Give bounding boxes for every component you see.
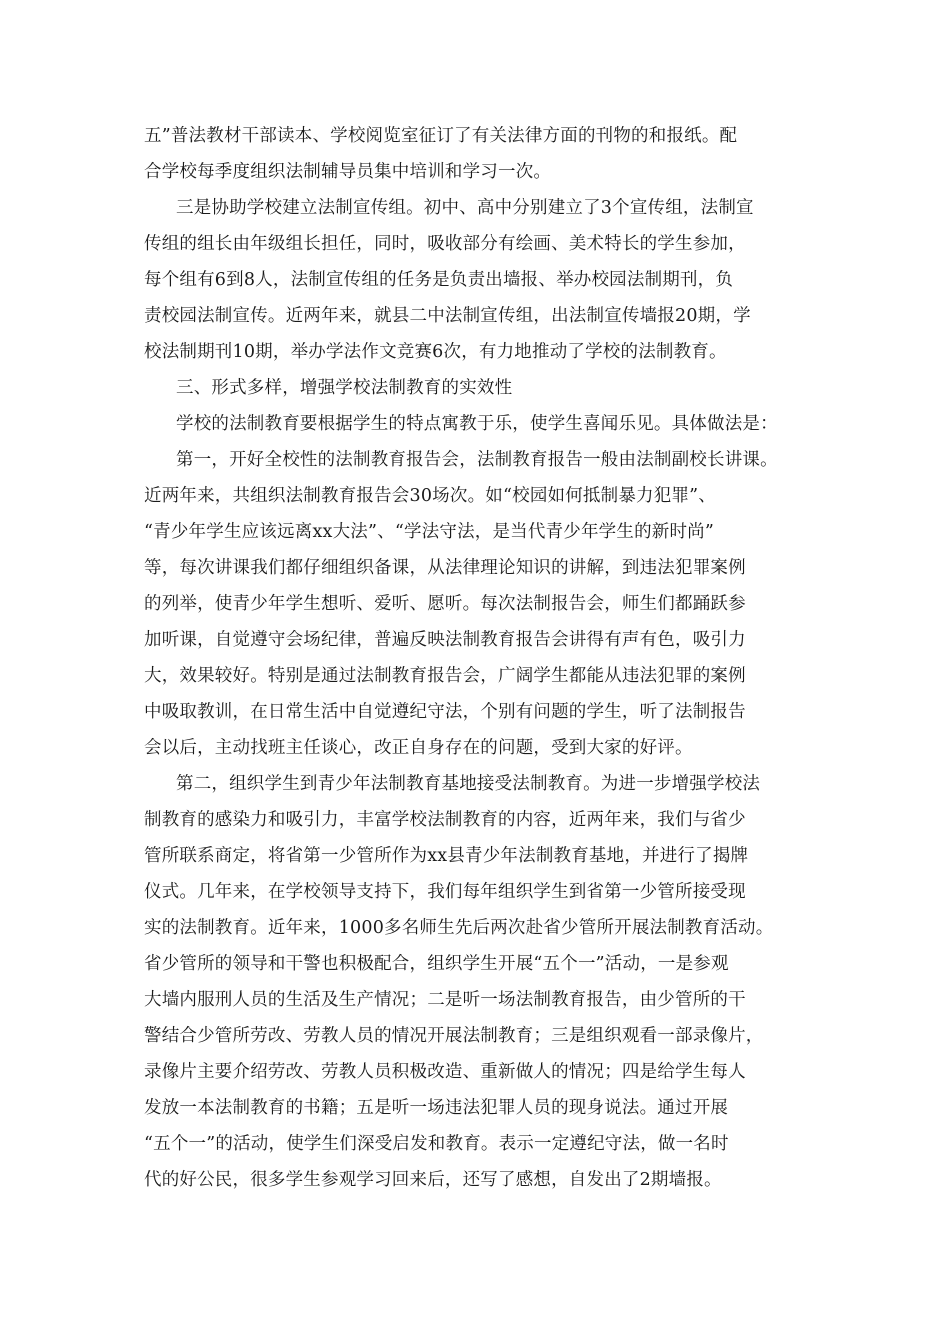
text-line: 传组的组长由年级组长担任，同时，吸收部分有绘画、美术特长的学生参加， [144,234,746,254]
text-line: 大墙内服刑人员的生活及生产情况；二是听一场法制教育报告，由少管所的干 [144,990,746,1010]
text-line: 警结合少管所劳改、劳教人员的情况开展法制教育；三是组织观看一部录像片， [144,1026,764,1046]
text-line: 制教育的感染力和吸引力，丰富学校法制教育的内容，近两年来，我们与省少 [144,810,746,830]
text-line: 近两年来，共组织法制教育报告会30场次。如“校园如何抵制暴力犯罪”、 [144,486,716,506]
text-line: 会以后，主动找班主任谈心，改正自身存在的问题，受到大家的好评。 [144,738,693,758]
text-line: 五”普法教材干部读本、学校阅览室征订了有关法律方面的刊物的和报纸。配 [144,126,738,146]
text-line: 第一，开好全校性的法制教育报告会，法制教育报告一般由法制副校长讲课。 [176,450,778,470]
text-line: 发放一本法制教育的书籍；五是听一场违法犯罪人员的现身说法。通过开展 [144,1098,729,1118]
text-line: 中吸取教训，在日常生活中自觉遵纪守法，个别有问题的学生，听了法制报告 [144,702,746,722]
text-line: 录像片主要介绍劳改、劳教人员积极改造、重新做人的情况；四是给学生每人 [144,1062,746,1082]
text-line: 省少管所的领导和干警也积极配合，组织学生开展“五个一”活动，一是参观 [144,954,729,974]
text-line: 加听课，自觉遵守会场纪律，普遍反映法制教育报告会讲得有声有色，吸引力 [144,630,746,650]
text-line: 的列举，使青少年学生想听、爱听、愿听。每次法制报告会，师生们都踊跃参 [144,594,746,614]
text-line: 三、形式多样，增强学校法制教育的实效性 [176,378,513,398]
text-line: 管所联系商定，将省第一少管所作为xx县青少年法制教育基地，并进行了揭牌 [144,846,749,866]
text-line: 每个组有6到8人，法制宣传组的任务是负责出墙报、举办校园法制期刊，负 [144,270,734,290]
text-line: 代的好公民，很多学生参观学习回来后，还写了感想，自发出了2期墙报。 [144,1170,722,1190]
document-body [144,118,824,1198]
text-line: 责校园法制宣传。近两年来，就县二中法制宣传组，出法制宣传墙报20期，学 [144,306,751,326]
text-line: 实的法制教育。近年来，1000多名师生先后两次赴省少管所开展法制教育活动。 [144,918,774,938]
text-line: 仪式。几年来，在学校领导支持下，我们每年组织学生到省第一少管所接受现 [144,882,746,902]
text-line: 合学校每季度组织法制辅导员集中培训和学习一次。 [144,162,552,182]
text-line: 等，每次讲课我们都仔细组织备课，从法律理论知识的讲解，到违法犯罪案例 [144,558,746,578]
text-line: 大，效果较好。特别是通过法制教育报告会，广阔学生都能从违法犯罪的案例 [144,666,746,686]
text-line: 学校的法制教育要根据学生的特点寓教于乐，使学生喜闻乐见。具体做法是： [176,414,778,434]
text-line: 第二，组织学生到青少年法制教育基地接受法制教育。为进一步增强学校法 [176,774,761,794]
text-line: 校法制期刊10期，举办学法作文竞赛6次，有力地推动了学校的法制教育。 [144,342,727,362]
text-line: 三是协助学校建立法制宣传组。初中、高中分别建立了3个宣传组，法制宣 [176,198,754,218]
text-line: “青少年学生应该远离xx大法”、“学法守法，是当代青少年学生的新时尚” [144,522,715,542]
text-line: “五个一”的活动，使学生们深受启发和教育。表示一定遵纪守法，做一名时 [144,1134,729,1154]
